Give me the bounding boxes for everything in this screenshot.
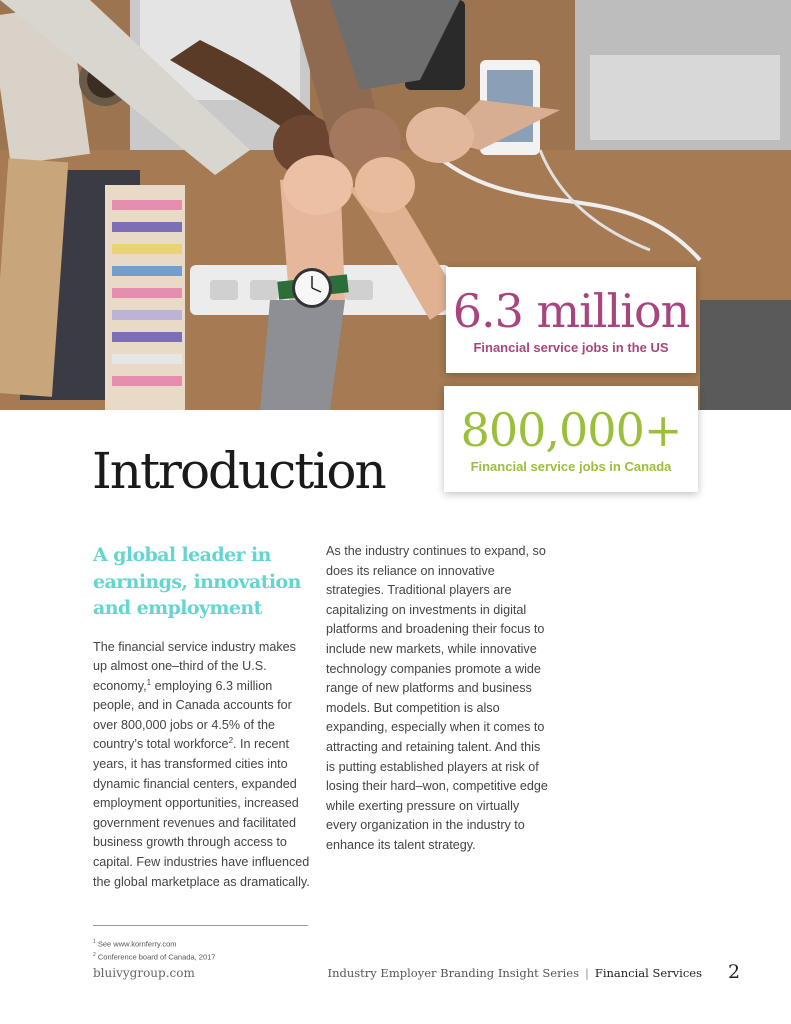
footer-website[interactable]: bluivygroup.com — [93, 966, 195, 980]
footnote-ref-2: 2 — [228, 736, 234, 746]
right-paragraph: As the industry continues to expand, so does its reliance on innovative strategies. Traditional players are capitalizing on investments in digital platforms and broadening their focus to include new markets, while innovative technology companies promote a wide range of new platforms and business models. But competition is also expanding, especially when it comes to attracting and retaining talent. And this is putting established players at risk of losing their hard–won, competitive edge while exerting pressure on virtually every organization in the industry to enhance its talent strategy. — [326, 544, 548, 852]
footnote-1: $^1$ See www.kornferry.com — [93, 939, 177, 949]
left-column — [93, 542, 311, 892]
footnotes — [93, 937, 215, 962]
subheading: A global leader in earnings, innovation and employment — [93, 544, 301, 619]
footnote-2: $^2$ Conference board of Canada, 2017 — [93, 951, 216, 961]
right-column — [326, 542, 548, 856]
footnote-ref-1: 1 — [146, 677, 152, 687]
intro-text-part2: employing 6.3 million people, and in Canada accounts for over 800,000 jobs or 4.5% of the country’s total workforce — [93, 678, 292, 752]
intro-paragraph — [93, 638, 311, 893]
intro-text-part1: The financial service industry makes up almost one–third of the U.S. economy, — [93, 639, 296, 693]
footnote-divider — [93, 925, 308, 926]
footer-separator: | — [584, 966, 589, 980]
stat-label-us: Financial service jobs in the US — [473, 339, 669, 355]
footer-series — [328, 966, 702, 980]
stat-label-canada: Financial service jobs in Canada — [470, 458, 672, 474]
stat-card-canada — [444, 386, 698, 492]
page-number: 2 — [728, 961, 741, 983]
section-name: Financial Services — [594, 966, 702, 980]
stat-card-us — [446, 267, 696, 373]
stat-number-canada: 800,000+ — [460, 402, 682, 457]
stat-number-us: 6.3 million — [452, 283, 690, 338]
series-title: Industry Employer Branding Insight Series — [327, 966, 579, 980]
intro-text-part3: . In recent years, it has transformed cities into dynamic financial centers, expanded employment opportunities, increased government revenues and facilitated business growth through access to capital. Few industries have influenced the global marketplace as dramatically. — [93, 737, 310, 889]
page-title: Introduction — [92, 442, 385, 500]
